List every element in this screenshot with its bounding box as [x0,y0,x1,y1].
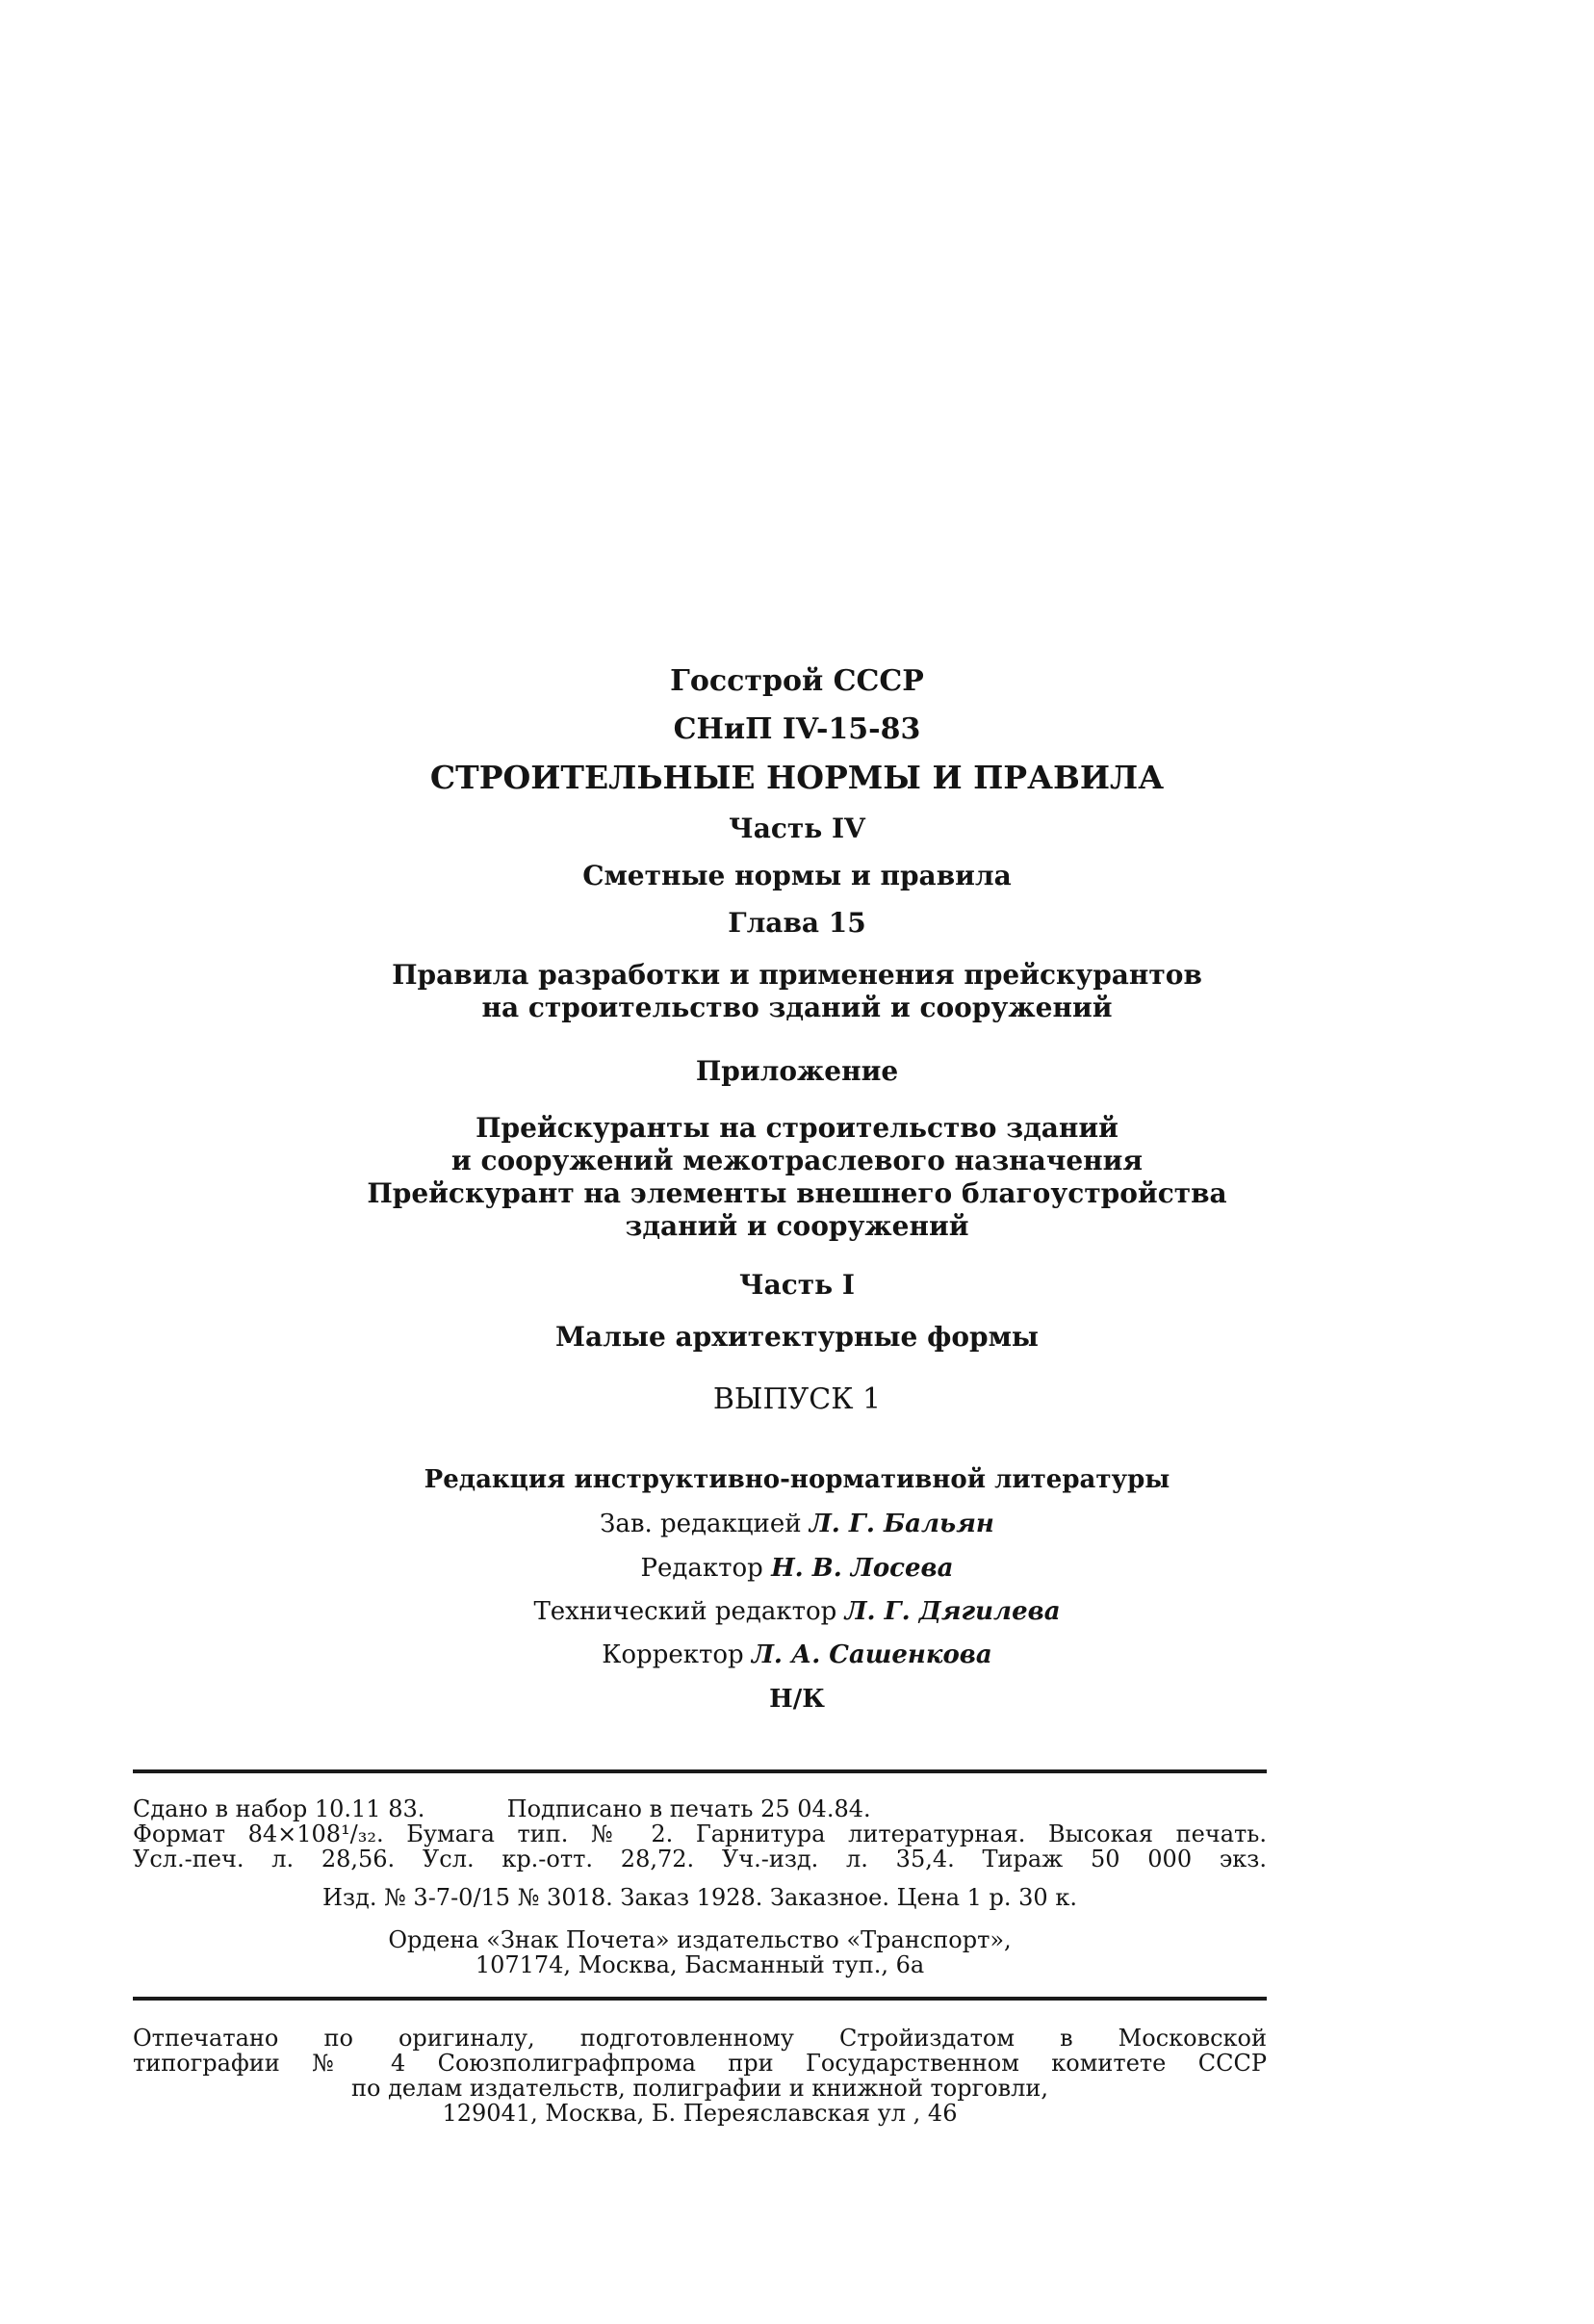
editorial-office: Редакция инструктивно-нормативной литературы [424,1465,1170,1494]
credit-label: Редактор [640,1554,763,1583]
divider-bottom [133,1997,1267,2001]
credit-label: Зав. редакцией [600,1510,802,1538]
appendix-title-line-3: Прейскурант на элементы внешнего благоустройства [367,1177,1227,1209]
imprint-line-1 [133,1796,1267,1821]
appendix-title-line-1: Прейскуранты на строительство зданий [476,1112,1118,1144]
credit-label: Технический редактор [533,1597,837,1626]
imprint-line-2: Формат 84×108¹/₃₂. Бумага тип. № 2. Гарнитура литературная. Высокая печать. [133,1820,1267,1847]
divider-top [133,1769,1267,1773]
chapter-title-line-2: на строительство зданий и сооружений [481,992,1113,1023]
credit-name: Л. А. Сашенкова [751,1640,992,1669]
credit-name: Л. Г. Бальян [809,1510,994,1538]
document-code: СНиП IV-15-83 [673,712,921,746]
imprint-line-4: Изд. № 3-7-0/15 № 3018. Заказ 1928. Заказное. Цена 1 р. 30 к. [322,1884,1077,1911]
appendix-title-line-2: и сооружений межотраслевого назначения [450,1145,1144,1176]
credit-head-editor [0,1510,1594,1538]
credit-name: Л. Г. Дягилева [844,1597,1061,1626]
chapter-label: Глава 15 [728,907,866,939]
printer-line-2: типографии № 4 Союзполиграфпрома при Государственном комитете СССР [133,2050,1267,2077]
imprint-typeset-date: Сдано в набор 10.11 83. [133,1795,425,1822]
sub-part-title: Малые архитектурные формы [555,1321,1039,1353]
credit-label: Корректор [602,1640,744,1669]
imprint-line-3: Усл.-печ. л. 28,56. Усл. кр.-отт. 28,72. Уч.-изд. л. 35,4. Тираж 50 000 экз. [133,1846,1267,1872]
part-label: Часть IV [729,813,865,844]
issue-label: ВЫПУСК 1 [712,1382,882,1416]
credit-editor [0,1554,1594,1583]
credit-name: Н. В. Лосева [771,1554,954,1583]
appendix-label: Приложение [695,1055,899,1087]
chapter-title-line-1: Правила разработки и применения прейскурантов [392,959,1202,991]
printer-line-4: 129041, Москва, Б. Переяславская ул , 46 [442,2100,958,2127]
org-name: Госстрой СССР [670,664,924,698]
sub-part-label: Часть I [739,1269,855,1301]
credit-proofreader [0,1640,1594,1669]
imprint-line-5: Ордена «Знак Почета» издательство «Транспорт», [388,1926,1012,1953]
appendix-title-line-4: зданий и сооружений [625,1210,969,1242]
credit-tech-editor [0,1597,1594,1626]
printer-line-3: по делам издательств, полиграфии и книжной торговли, [351,2075,1048,2102]
printer-line-1: Отпечатано по оригиналу, подготовленному Стройиздатом в Московской [133,2025,1267,2052]
credit-mark: Н/К [769,1685,825,1714]
main-title: СТРОИТЕЛЬНЫЕ НОРМЫ И ПРАВИЛА [429,759,1165,796]
part-title: Сметные нормы и правила [582,860,1012,891]
imprint-line-6: 107174, Москва, Басманный туп., 6а [475,1951,925,1978]
imprint-print-date: Подписано в печать 25 04.84. [506,1795,871,1822]
